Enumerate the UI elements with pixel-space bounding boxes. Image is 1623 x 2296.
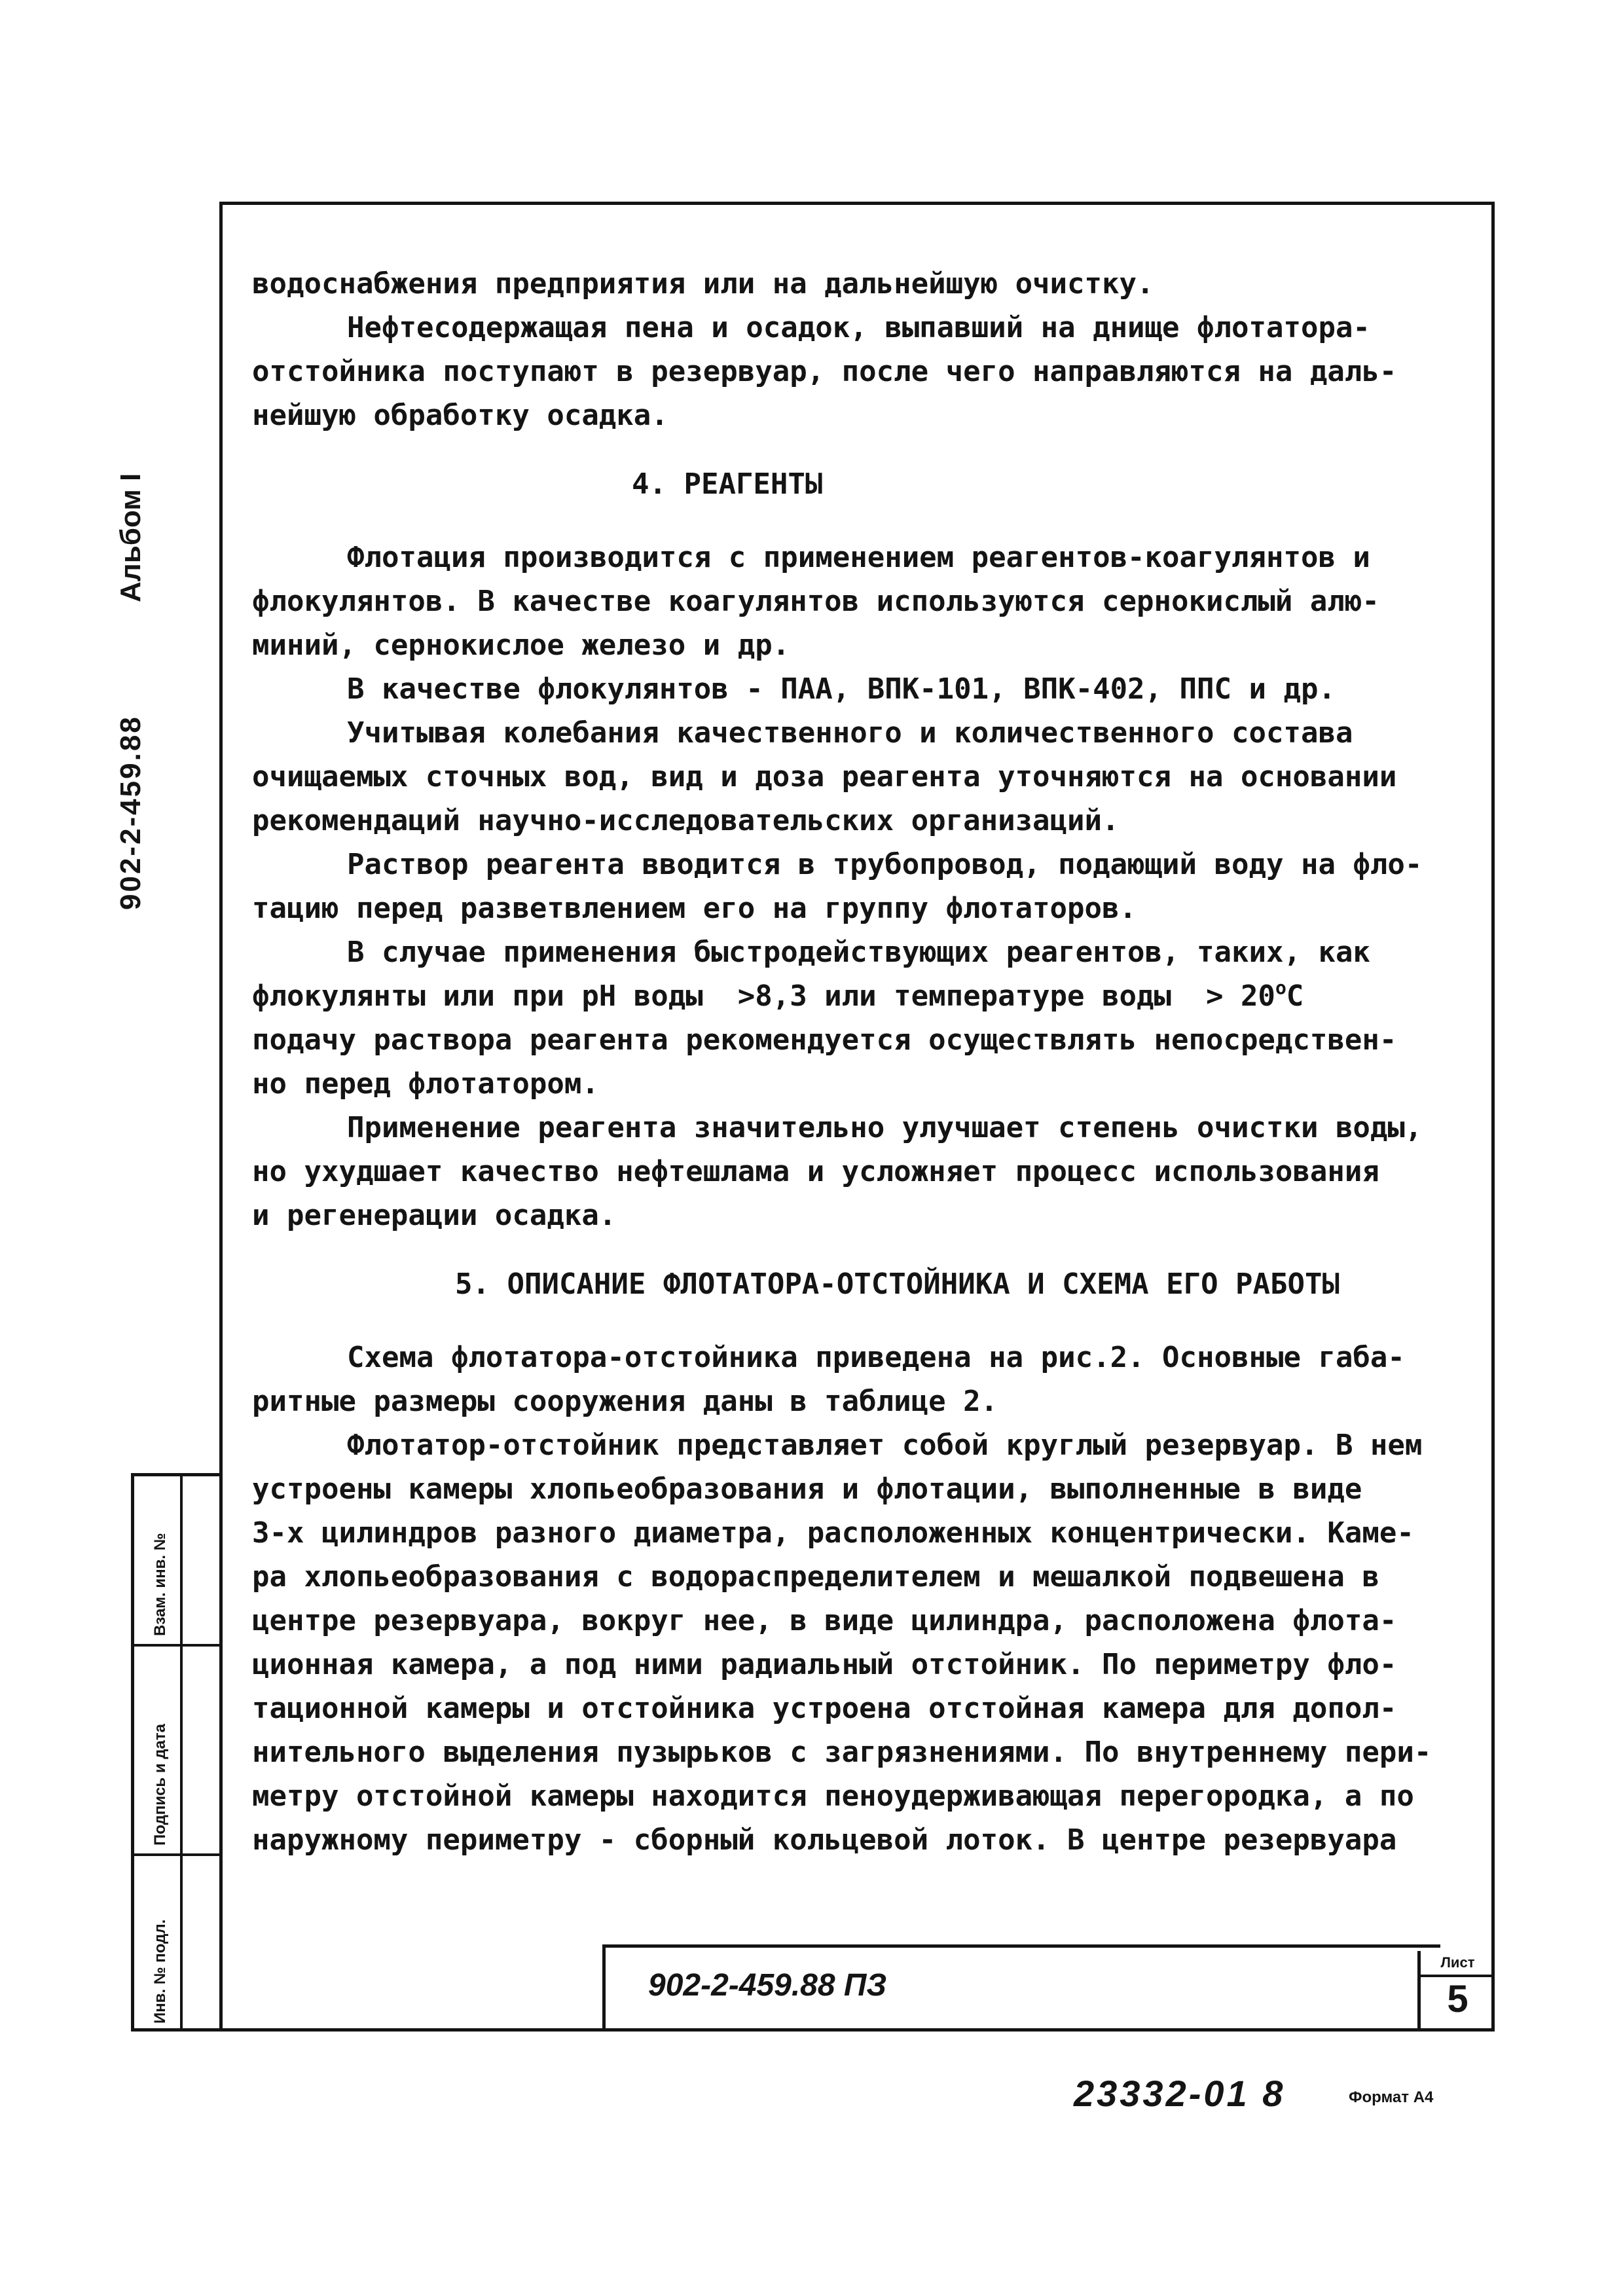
page-body bbox=[252, 262, 1470, 1862]
degree-mark: o bbox=[1275, 977, 1286, 998]
text-line: и регенерации осадка. bbox=[252, 1199, 617, 1232]
text-line-temperature bbox=[252, 974, 1470, 1018]
text-line: 3-х цилиндров разного диаметра, расположенных концентрически. Каме- bbox=[252, 1516, 1414, 1550]
sheet-box bbox=[1417, 1951, 1495, 2032]
inventory-number: 23332-01 8 bbox=[1074, 2073, 1286, 2114]
text-line: тацию перед разветвлением его на группу флотаторов. bbox=[252, 892, 1137, 925]
text-line: Нефтесодержащая пена и осадок, выпавший на днище флотатора- bbox=[347, 311, 1370, 344]
text-line: флокулянты или при pH воды >8,3 или температуре воды > 20 bbox=[252, 979, 1275, 1013]
margin-album-title: Альбом I bbox=[115, 473, 147, 602]
stamp-cell-replacement bbox=[134, 1476, 223, 1647]
section-heading: 5. ОПИСАНИЕ ФЛОТАТОРА-ОТСТОЙНИКА И СХЕМА ЕГО РАБОТЫ bbox=[455, 1267, 1340, 1301]
margin-stamp bbox=[131, 1473, 223, 2032]
sheet-label: Лист bbox=[1421, 1951, 1495, 1977]
text-line: Флотатор-отстойник представляет собой круглый резервуар. В нем bbox=[347, 1429, 1423, 1462]
text-line: ционная камера, а под ними радиальный отстойник. По периметру фло- bbox=[252, 1648, 1397, 1681]
text-line: но ухудшает качество нефтешлама и усложняет процесс использования bbox=[252, 1155, 1379, 1188]
stamp-cell-signature bbox=[134, 1647, 223, 1856]
text-line: флокулянтов. В качестве коагулянтов используются сернокислый алю- bbox=[252, 585, 1379, 618]
paper-format: Формат А4 bbox=[1349, 2088, 1434, 2106]
text-line: нейшую обработку осадка. bbox=[252, 399, 668, 432]
text-line: рекомендаций научно-исследовательских организаций. bbox=[252, 804, 1120, 837]
text-line: миний, сернокислое железо и др. bbox=[252, 629, 790, 662]
stamp-label: Взам. инв. № bbox=[151, 1533, 169, 1636]
text-line: подачу раствора реагента рекомендуется осуществлять непосредствен- bbox=[252, 1023, 1397, 1057]
temperature-unit: C bbox=[1286, 979, 1304, 1013]
text-line: центре резервуара, вокруг нее, в виде цилиндра, расположена флота- bbox=[252, 1604, 1397, 1637]
text-line: тационной камеры и отстойника устроена отстойная камера для допол- bbox=[252, 1692, 1397, 1725]
text-line: Флотация производится с применением реагентов-коагулянтов и bbox=[347, 541, 1370, 574]
text-line: очищаемых сточных вод, вид и доза реагента уточняются на основании bbox=[252, 760, 1397, 793]
text-line: ритные размеры сооружения даны в таблице 2. bbox=[252, 1385, 998, 1418]
title-block-code: 902-2-459.88 ПЗ bbox=[648, 1968, 887, 2003]
text-line: но перед флотатором. bbox=[252, 1067, 599, 1101]
stamp-cell-inventory bbox=[134, 1856, 223, 2032]
stamp-label: Подпись и дата bbox=[151, 1724, 169, 1846]
section-heading: 4. РЕАГЕНТЫ bbox=[632, 467, 823, 501]
stamp-label: Инв. № подл. bbox=[151, 1919, 169, 2024]
text-line: В качестве флокулянтов - ПАА, ВПК-101, ВПК-402, ППС и др. bbox=[347, 672, 1336, 706]
text-line: ра хлопьеобразования с водораспределителем и мешалкой подвешена в bbox=[252, 1560, 1379, 1594]
text-line: Применение реагента значительно улучшает степень очистки воды, bbox=[347, 1111, 1423, 1144]
text-line: Схема флотатора-отстойника приведена на рис.2. Основные габа- bbox=[347, 1341, 1405, 1374]
text-line: метру отстойной камеры находится пеноудерживающая перегородка, а по bbox=[252, 1779, 1414, 1813]
margin-document-code: 902-2-459.88 bbox=[115, 715, 147, 910]
text-line: Раствор реагента вводится в трубопровод, подающий воду на фло- bbox=[347, 848, 1423, 881]
text-line: отстойника поступают в резервуар, после чего направляются на даль- bbox=[252, 355, 1397, 388]
text-line: Учитывая колебания качественного и количественного состава bbox=[347, 716, 1353, 750]
text-line: нительного выделения пузырьков с загрязнениями. По внутреннему пери- bbox=[252, 1736, 1432, 1769]
text-line: В случае применения быстродействующих реагентов, таких, как bbox=[347, 936, 1370, 969]
text-line: водоснабжения предприятия или на дальнейшую очистку. bbox=[252, 267, 1154, 301]
sheet-number: 5 bbox=[1447, 1978, 1468, 2020]
text-line: устроены камеры хлопьеобразования и флотации, выполненные в виде bbox=[252, 1472, 1362, 1506]
text-line: наружному периметру - сборный кольцевой лоток. В центре резервуара bbox=[252, 1823, 1397, 1857]
